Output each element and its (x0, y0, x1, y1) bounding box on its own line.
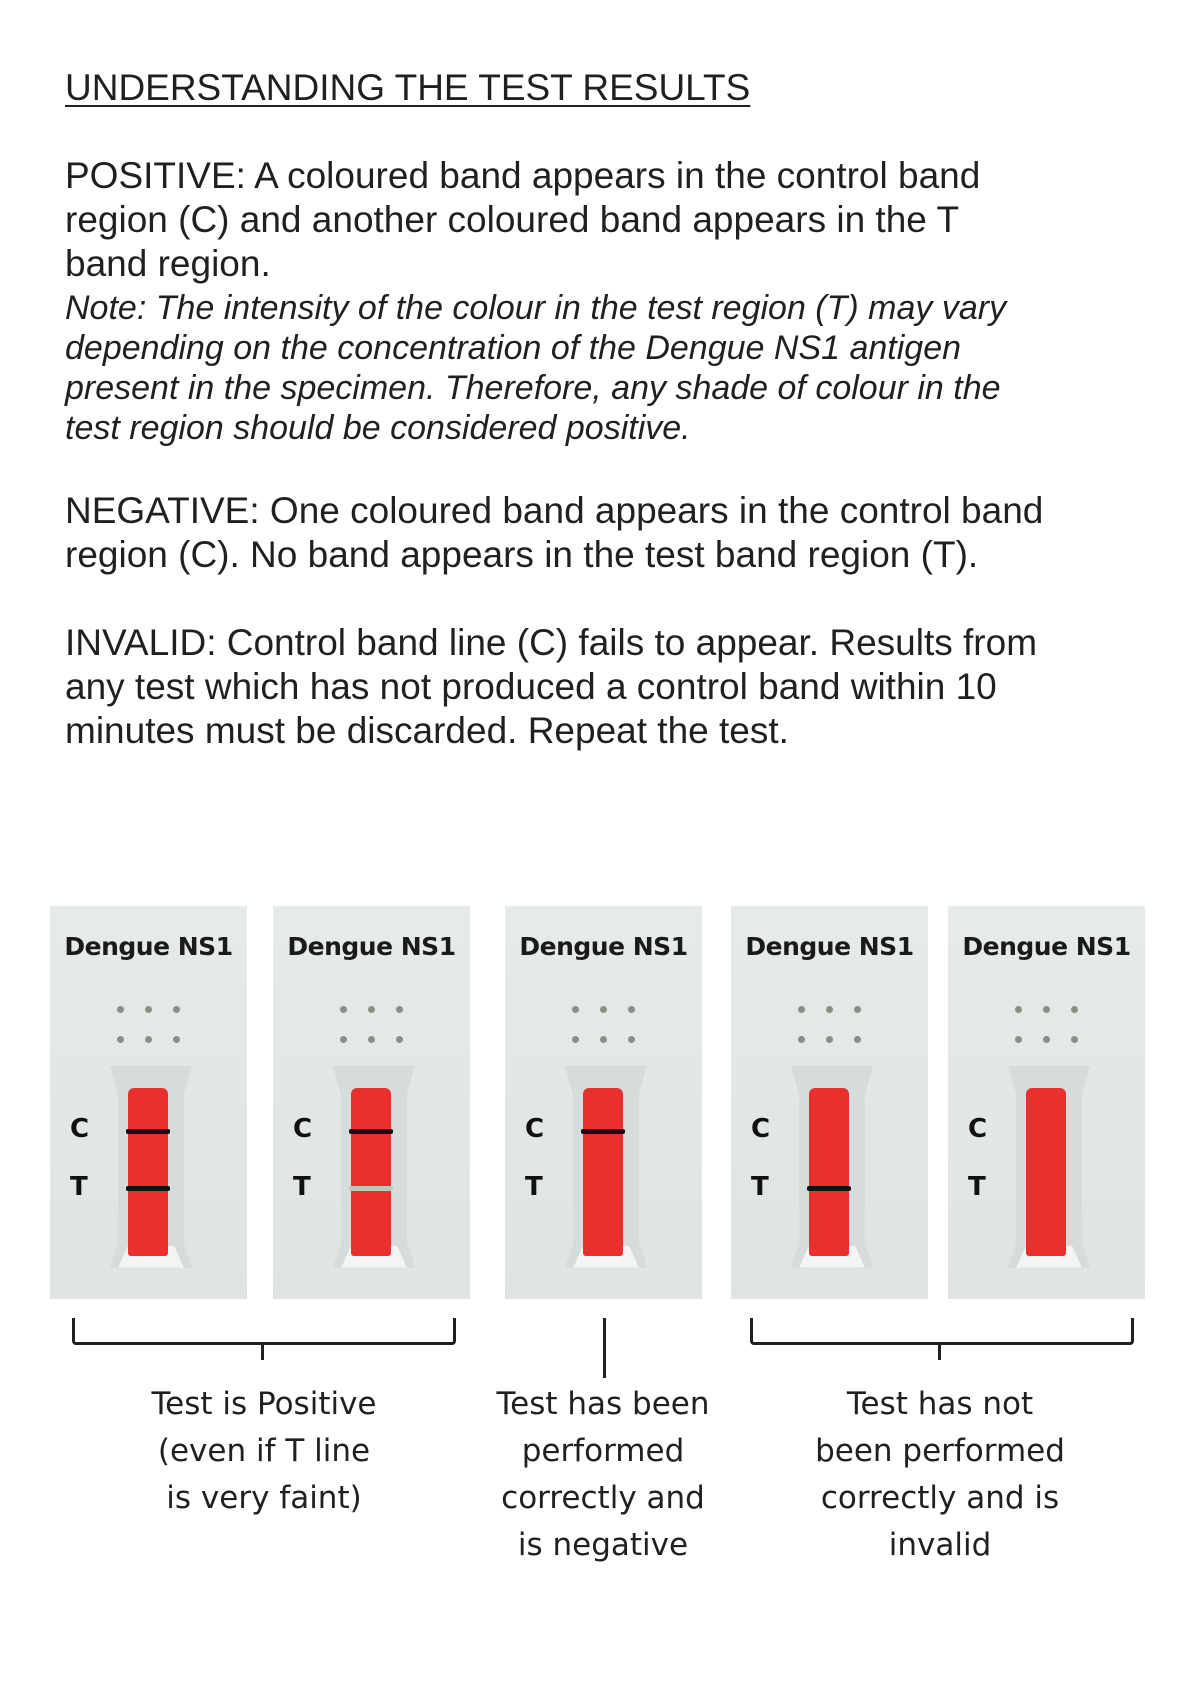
negative-line-1: NEGATIVE: One coloured band appears in the control band (65, 490, 1044, 531)
caption-line: invalid (888, 1527, 992, 1563)
caption-line: Test is Positive (151, 1386, 377, 1422)
test-cassette (948, 906, 1145, 1299)
sample-well-dot (572, 1006, 579, 1013)
t-marker: T (70, 1172, 88, 1202)
c-marker: C (525, 1114, 545, 1144)
negative-line-2: region (C). No band appears in the test band region (T). (65, 534, 979, 575)
sample-well-dot (396, 1036, 403, 1043)
invalid-line-3: minutes must be discarded. Repeat the test. (65, 710, 789, 751)
note-line-2: depending on the concentration of the Dengue NS1 antigen (65, 329, 962, 367)
sample-well-dot (628, 1006, 635, 1013)
caption-line: performed (521, 1433, 685, 1469)
c-marker: C (968, 1114, 988, 1144)
sample-well-dot (600, 1036, 607, 1043)
caption-line: is negative (517, 1527, 689, 1563)
sample-well-dot (572, 1036, 579, 1043)
t-marker: T (525, 1172, 543, 1202)
caption-negative (443, 1381, 763, 1569)
control-band (349, 1129, 393, 1134)
note-line-3: present in the specimen. Therefore, any shade of colour in the (65, 369, 1001, 407)
negative-pointer-line (603, 1318, 606, 1378)
caption-line: Test has been (496, 1386, 710, 1422)
sample-well-dot (1015, 1036, 1022, 1043)
sample-well-dot (117, 1006, 124, 1013)
c-marker: C (70, 1114, 90, 1144)
sample-well-dot (1071, 1036, 1078, 1043)
test-cassette (273, 906, 470, 1299)
sample-well-dot (1015, 1006, 1022, 1013)
c-marker: C (751, 1114, 771, 1144)
test-band (349, 1186, 393, 1191)
sample-well-dot (1043, 1036, 1050, 1043)
sample-well-dot (368, 1036, 375, 1043)
sample-well-dot (340, 1006, 347, 1013)
t-marker: T (968, 1172, 986, 1202)
caption-line: been performed (815, 1433, 1065, 1469)
cassette-label: Dengue NS1 (287, 932, 456, 961)
sample-well-dot (173, 1036, 180, 1043)
caption-line: Test has not (846, 1386, 1034, 1422)
t-marker: T (293, 1172, 311, 1202)
note-line-4: test region should be considered positive. (65, 409, 691, 447)
sample-well-dot (117, 1036, 124, 1043)
sample-well-dot (600, 1006, 607, 1013)
test-strip (128, 1088, 168, 1256)
positive-bracket-stem (261, 1342, 264, 1360)
caption-invalid (780, 1381, 1100, 1569)
test-strip (583, 1088, 623, 1256)
test-strip (809, 1088, 849, 1256)
sample-well-dot (1071, 1006, 1078, 1013)
test-cassette (50, 906, 247, 1299)
test-band (126, 1186, 170, 1191)
control-band (126, 1129, 170, 1134)
c-marker: C (293, 1114, 313, 1144)
sample-well-dot (798, 1036, 805, 1043)
t-marker: T (751, 1172, 769, 1202)
note-line-1: Note: The intensity of the colour in the test region (T) may vary (65, 289, 1007, 327)
sample-well-dot (368, 1006, 375, 1013)
sample-well-dot (628, 1036, 635, 1043)
test-strip (1026, 1088, 1066, 1256)
sample-well-dot (854, 1006, 861, 1013)
sample-well-dot (854, 1036, 861, 1043)
cassette-label: Dengue NS1 (64, 932, 233, 961)
invalid-line-2: any test which has not produced a control band within 10 (65, 666, 997, 707)
cassette-label: Dengue NS1 (962, 932, 1131, 961)
positive-bracket (72, 1318, 456, 1345)
cassette-label: Dengue NS1 (745, 932, 914, 961)
positive-line-2: region (C) and another coloured band appears in the T (65, 199, 960, 240)
page-title: UNDERSTANDING THE TEST RESULTS (65, 67, 751, 108)
sample-well-dot (340, 1036, 347, 1043)
sample-well-dot (826, 1036, 833, 1043)
sample-well-dot (145, 1006, 152, 1013)
cassette-label: Dengue NS1 (519, 932, 688, 961)
positive-line-3: band region. (65, 243, 271, 284)
sample-well-dot (1043, 1006, 1050, 1013)
sample-well-dot (826, 1006, 833, 1013)
sample-well-dot (396, 1006, 403, 1013)
test-strip (351, 1088, 391, 1256)
test-cassette (505, 906, 702, 1299)
invalid-bracket (750, 1318, 1134, 1345)
caption-line: correctly and is (820, 1480, 1060, 1516)
test-band (807, 1186, 851, 1191)
caption-line: (even if T line (157, 1433, 371, 1469)
positive-line-1: POSITIVE: A coloured band appears in the control band (65, 155, 981, 196)
sample-well-dot (145, 1036, 152, 1043)
control-band (581, 1129, 625, 1134)
sample-well-dot (798, 1006, 805, 1013)
sample-well-dot (173, 1006, 180, 1013)
caption-line: is very faint) (166, 1480, 362, 1516)
invalid-line-1: INVALID: Control band line (C) fails to appear. Results from (65, 622, 1038, 663)
caption-line: correctly and (501, 1480, 705, 1516)
invalid-bracket-stem (938, 1342, 941, 1360)
caption-positive (104, 1381, 424, 1522)
test-cassette (731, 906, 928, 1299)
